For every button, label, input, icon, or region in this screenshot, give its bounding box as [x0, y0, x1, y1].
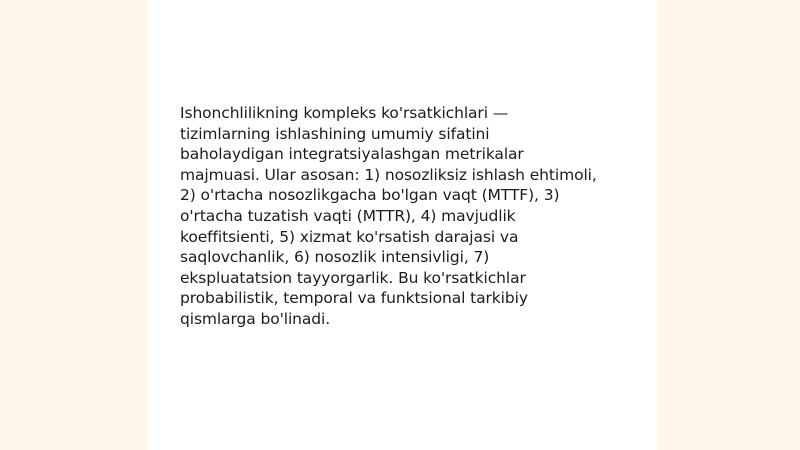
- text-line: tizimlarning ishlashining umumiy sifatini: [180, 124, 490, 143]
- text-line: Ishonchlilikning kompleks ko'rsatkichlari —: [180, 104, 509, 122]
- text-line: 2) o'rtacha nosozlikgacha bo'lgan vaqt (MTTF), 3): [180, 186, 560, 205]
- text-line: majmuasi. Ular asosan: 1) nosozliksiz ishlash ehtimoli,: [180, 165, 597, 184]
- text-line: saqlovchanlik, 6) nosozlik intensivligi, 7): [180, 248, 490, 267]
- text-line: ekspluatatsion tayyorgarlik. Bu ko'rsatkichlar: [180, 268, 526, 287]
- body-paragraph: [180, 103, 620, 330]
- document-page: [148, 0, 658, 450]
- text-line: o'rtacha tuzatish vaqti (MTTR), 4) mavjudlik: [180, 206, 516, 225]
- text-line: qismlarga bo'linadi.: [180, 309, 331, 328]
- text-line: koeffitsienti, 5) xizmat ko'rsatish darajasi va: [180, 227, 519, 246]
- text-line: baholaydigan integratsiyalashgan metrikalar: [180, 145, 524, 164]
- text-line: probabilistik, temporal va funktsional tarkibiy: [180, 289, 528, 308]
